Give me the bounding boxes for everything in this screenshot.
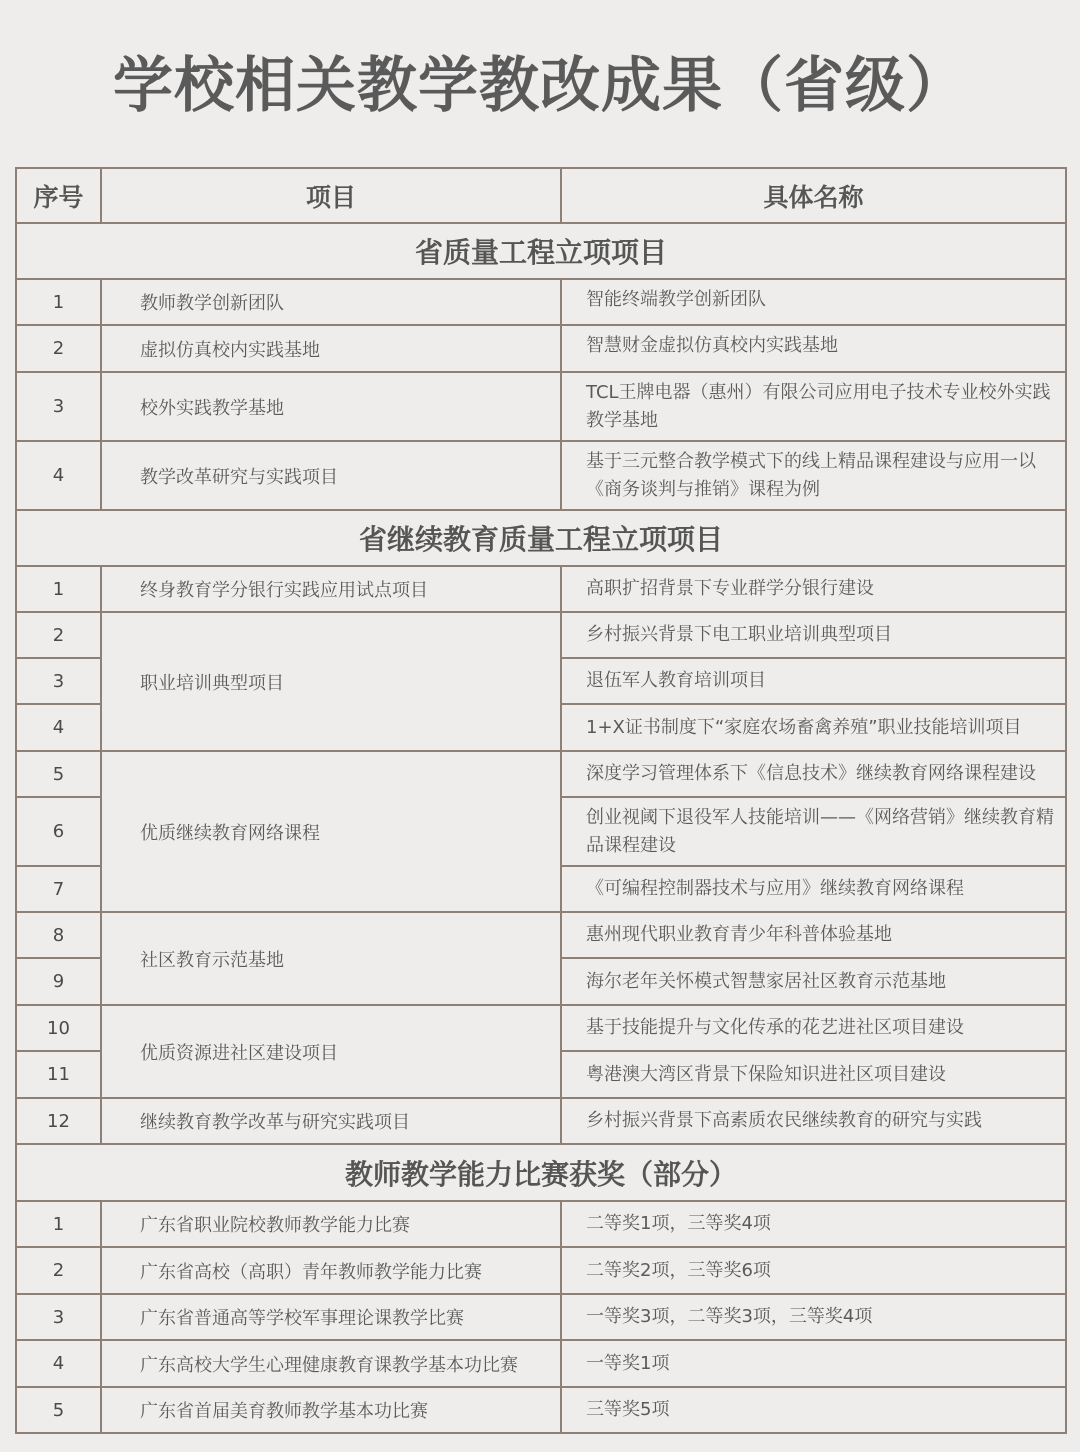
row-item: 优质继续教育网络课程 <box>100 750 562 913</box>
row-name: 高职扩招背景下专业群学分银行建设 <box>560 565 1067 613</box>
row-no: 4 <box>15 1339 102 1388</box>
row-name: 基于技能提升与文化传承的花艺进社区项目建设 <box>560 1004 1067 1052</box>
row-item: 广东省职业院校教师教学能力比赛 <box>100 1200 562 1248</box>
page-title: 学校相关教学教改成果（省级） <box>113 51 967 121</box>
row-name: 二等奖1项，三等奖4项 <box>560 1200 1067 1248</box>
row-no: 3 <box>15 657 102 705</box>
row-name: 一等奖3项，二等奖3项，三等奖4项 <box>560 1293 1067 1341</box>
row-name: 智慧财金虚拟仿真校内实践基地 <box>560 324 1067 373</box>
row-no: 3 <box>15 371 102 442</box>
row-no: 5 <box>15 1386 102 1434</box>
row-item: 教学改革研究与实践项目 <box>100 440 562 511</box>
row-item: 广东省首届美育教师教学基本功比赛 <box>100 1386 562 1434</box>
row-no: 5 <box>15 750 102 798</box>
row-no: 6 <box>15 796 102 867</box>
row-no: 4 <box>15 440 102 511</box>
row-name: 乡村振兴背景下高素质农民继续教育的研究与实践 <box>560 1097 1067 1145</box>
header-item: 项目 <box>100 167 562 224</box>
row-no: 9 <box>15 957 102 1006</box>
row-name: 海尔老年关怀模式智慧家居社区教育示范基地 <box>560 957 1067 1006</box>
row-name: 智能终端教学创新团队 <box>560 278 1067 326</box>
row-name: 深度学习管理体系下《信息技术》继续教育网络课程建设 <box>560 750 1067 798</box>
header-no: 序号 <box>15 167 102 224</box>
row-item: 广东省普通高等学校军事理论课教学比赛 <box>100 1293 562 1341</box>
row-no: 7 <box>15 865 102 913</box>
row-item: 教师教学创新团队 <box>100 278 562 326</box>
section-title: 教师教学能力比赛获奖（部分） <box>15 1143 1067 1202</box>
header-name: 具体名称 <box>560 167 1067 224</box>
row-item: 优质资源进社区建设项目 <box>100 1004 562 1099</box>
row-no: 8 <box>15 911 102 959</box>
row-no: 1 <box>15 1200 102 1248</box>
row-name: 一等奖1项 <box>560 1339 1067 1388</box>
row-name: 二等奖2项，三等奖6项 <box>560 1246 1067 1295</box>
row-name: 1+X证书制度下“家庭农场畜禽养殖”职业技能培训项目 <box>560 703 1067 752</box>
row-name: 创业视阈下退役军人技能培训——《网络营销》继续教育精品课程建设 <box>560 796 1067 867</box>
row-no: 3 <box>15 1293 102 1341</box>
row-name: 三等奖5项 <box>560 1386 1067 1434</box>
row-item: 终身教育学分银行实践应用试点项目 <box>100 565 562 613</box>
row-name: 乡村振兴背景下电工职业培训典型项目 <box>560 611 1067 659</box>
row-name: 退伍军人教育培训项目 <box>560 657 1067 705</box>
row-no: 2 <box>15 1246 102 1295</box>
row-name: 惠州现代职业教育青少年科普体验基地 <box>560 911 1067 959</box>
row-item: 社区教育示范基地 <box>100 911 562 1006</box>
section-title: 省质量工程立项项目 <box>15 222 1067 280</box>
row-no: 11 <box>15 1050 102 1099</box>
row-item: 广东省高校（高职）青年教师教学能力比赛 <box>100 1246 562 1295</box>
row-no: 2 <box>15 324 102 373</box>
row-no: 10 <box>15 1004 102 1052</box>
section-title: 省继续教育质量工程立项项目 <box>15 509 1067 567</box>
row-no: 12 <box>15 1097 102 1145</box>
row-no: 1 <box>15 278 102 326</box>
row-item: 广东高校大学生心理健康教育课教学基本功比赛 <box>100 1339 562 1388</box>
row-name: 粤港澳大湾区背景下保险知识进社区项目建设 <box>560 1050 1067 1099</box>
row-item: 虚拟仿真校内实践基地 <box>100 324 562 373</box>
row-name: 《可编程控制器技术与应用》继续教育网络课程 <box>560 865 1067 913</box>
row-item: 继续教育教学改革与研究实践项目 <box>100 1097 562 1145</box>
row-no: 4 <box>15 703 102 752</box>
row-name: TCL王牌电器（惠州）有限公司应用电子技术专业校外实践教学基地 <box>560 371 1067 442</box>
row-item: 职业培训典型项目 <box>100 611 562 752</box>
row-no: 1 <box>15 565 102 613</box>
row-item: 校外实践教学基地 <box>100 371 562 442</box>
row-no: 2 <box>15 611 102 659</box>
row-name: 基于三元整合教学模式下的线上精品课程建设与应用一以《商务谈判与推销》课程为例 <box>560 440 1067 511</box>
